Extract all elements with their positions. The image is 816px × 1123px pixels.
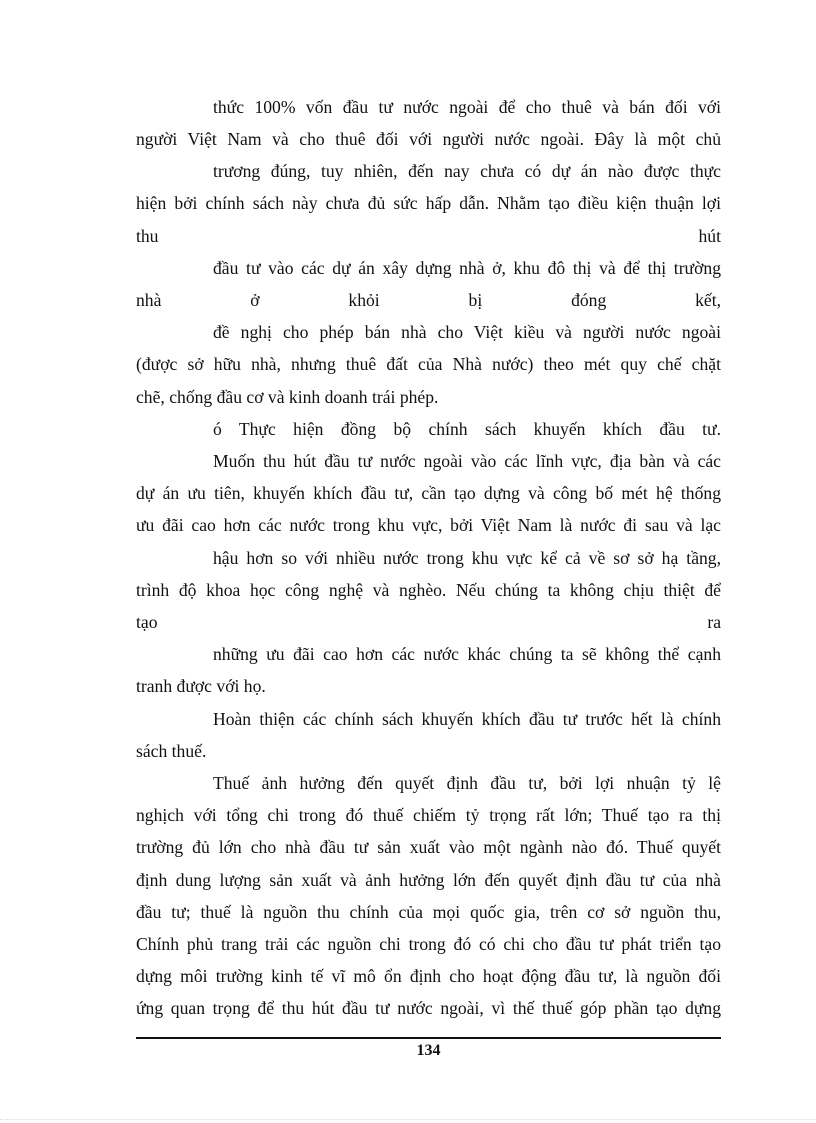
text-line: thu hút (136, 226, 721, 246)
page-edge-divider (0, 1119, 816, 1120)
text-line: chẽ, chống đầu cơ và kinh doanh trái phép. (136, 387, 439, 407)
footer-rule (136, 1037, 721, 1039)
text-line: ứng quan trọng để thu hút đầu tư nước ngoài, vì thế thuế góp phần tạo dựng (136, 998, 721, 1018)
text-line: (được sở hữu nhà, nhưng thuê đất của Nhà nước) theo mét quy chế chặt (136, 354, 721, 374)
text-line: trường đủ lớn cho nhà đầu tư sản xuất vào một ngành nào đó. Thuế quyết (136, 837, 721, 857)
text-line: dựng môi trường kinh tế vĩ mô ổn định cho hoạt động đầu tư, là nguồn đối (136, 966, 721, 986)
text-line: người Việt Nam và cho thuê đối với người nước ngoài. Đây là một chủ (136, 129, 721, 149)
text-line: Chính phủ trang trải các nguồn chi trong đó có chi cho đầu tư phát triển tạo (136, 934, 721, 954)
text-line: tranh được với họ. (136, 676, 266, 696)
text-line: dự án ưu tiên, khuyến khích đầu tư, cần tạo dựng và công bố mét hệ thống (136, 483, 721, 503)
text-line: Thuế ảnh hưởng đến quyết định đầu tư, bởi lợi nhuận tỷ lệ (213, 773, 721, 793)
text-line: đầu tư; thuế là nguồn thu chính của mọi quốc gia, trên cơ sở nguồn thu, (136, 902, 721, 922)
text-line: trình độ khoa học công nghệ và nghèo. Nếu chúng ta không chịu thiệt để (136, 580, 721, 600)
text-line: nghịch với tổng chi trong đó thuế chiếm tỷ trọng rất lớn; Thuế tạo ra thị (136, 805, 721, 825)
text-line: thức 100% vốn đầu tư nước ngoài để cho thuê và bán đối với (213, 97, 721, 117)
page-number: 134 (416, 1042, 441, 1059)
text-line: sách thuế. (136, 741, 207, 761)
text-line: tạo ra (136, 612, 721, 632)
text-line: trương đúng, tuy nhiên, đến nay chưa có dự án nào được thực (213, 161, 721, 181)
text-line: đầu tư vào các dự án xây dựng nhà ở, khu đô thị và để thị trường (213, 258, 721, 278)
text-line: hậu hơn so với nhiều nước trong khu vực kể cả về sơ sở hạ tầng, (213, 548, 721, 568)
text-line: Muốn thu hút đầu tư nước ngoài vào các lĩnh vực, địa bàn và các (213, 451, 721, 471)
text-line: những ưu đãi cao hơn các nước khác chúng ta sẽ không thể cạnh (213, 644, 721, 664)
text-line: Hoàn thiện các chính sách khuyến khích đầu tư trước hết là chính (213, 709, 721, 729)
text-line: định dung lượng sản xuất và ảnh hưởng lớn đến quyết định đầu tư của nhà (136, 870, 721, 890)
text-line: ó Thực hiện đồng bộ chính sách khuyến khích đầu tư. (213, 419, 721, 439)
text-line: nhà ở khỏi bị đóng kết, (136, 290, 721, 310)
text-line: đề nghị cho phép bán nhà cho Việt kiều và người nước ngoài (213, 322, 721, 342)
text-line: hiện bởi chính sách này chưa đủ sức hấp dẫn. Nhằm tạo điều kiện thuận lợi (136, 193, 721, 213)
text-line: ưu đãi cao hơn các nước trong khu vực, bởi Việt Nam là nước đi sau và lạc (136, 515, 721, 535)
